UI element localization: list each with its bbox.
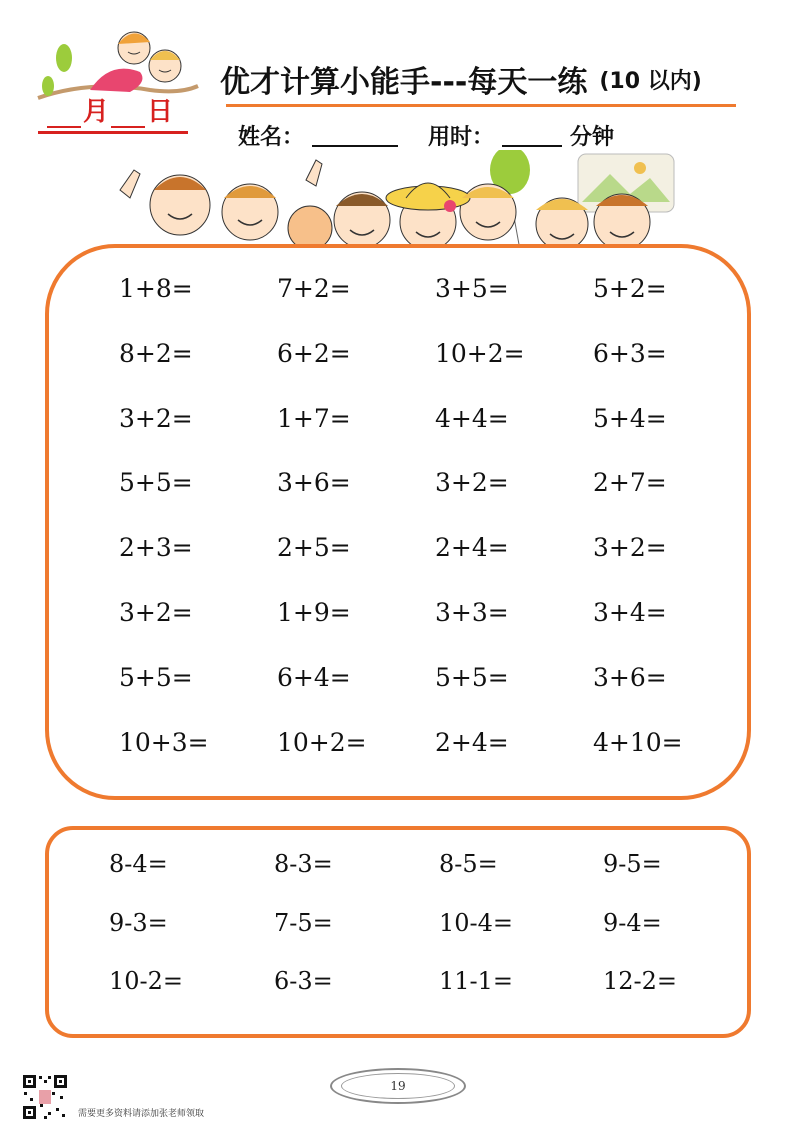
student-info-row <box>238 118 614 152</box>
addition-problem: 3+4= <box>593 598 667 627</box>
month-blank <box>47 102 81 128</box>
page-title <box>220 56 740 102</box>
subtraction-problem: 9-4= <box>603 908 662 937</box>
addition-problem: 1+7= <box>277 403 351 433</box>
addition-problem: 1+9= <box>277 598 351 627</box>
addition-problem: 5+5= <box>119 468 193 498</box>
time-unit: 分钟 <box>570 124 615 150</box>
addition-problem: 3+2= <box>435 468 509 498</box>
addition-problem: 5+2= <box>593 274 667 303</box>
subtraction-problem: 12-2= <box>603 967 678 995</box>
time-label: 用时： <box>428 124 495 150</box>
qr-code <box>22 1074 68 1120</box>
addition-problem: 7+2= <box>277 274 351 303</box>
addition-problem: 3+6= <box>277 468 351 498</box>
addition-problem: 2+4= <box>435 533 509 563</box>
day-label: 日 <box>147 97 174 127</box>
addition-problem: 10+2= <box>277 727 367 757</box>
date-underline <box>38 131 188 134</box>
addition-problem: 2+3= <box>119 533 193 563</box>
addition-problem: 4+4= <box>435 403 509 433</box>
subtraction-problem: 7-5= <box>274 908 333 937</box>
addition-problem: 5+4= <box>593 403 667 433</box>
addition-problem: 6+4= <box>277 662 351 692</box>
addition-problem: 6+3= <box>593 338 667 368</box>
page-number: 19 <box>341 1073 455 1099</box>
addition-problem: 3+6= <box>593 662 667 692</box>
subtraction-problem: 11-1= <box>439 967 514 995</box>
date-field <box>30 92 190 128</box>
addition-problem: 2+7= <box>593 468 667 498</box>
name-label: 姓名： <box>238 124 305 150</box>
subtraction-problem: 8-3= <box>274 850 333 878</box>
subtraction-problem: 10-4= <box>439 908 514 937</box>
addition-problem: 1+8= <box>119 274 193 303</box>
addition-problem: 5+5= <box>119 662 193 692</box>
addition-problem: 10+3= <box>119 727 209 757</box>
name-blank <box>312 123 398 147</box>
title-underline <box>226 104 736 107</box>
subtraction-problem: 10-2= <box>109 967 184 995</box>
addition-problem: 3+3= <box>435 598 509 627</box>
addition-problem: 3+2= <box>593 533 667 563</box>
subtraction-problem: 6-3= <box>274 967 333 995</box>
addition-problems-box <box>45 244 751 800</box>
subtraction-problem: 9-5= <box>603 850 662 878</box>
addition-problem: 5+5= <box>435 662 509 692</box>
subtraction-problem: 8-4= <box>109 850 168 878</box>
subtraction-problem: 9-3= <box>109 908 168 937</box>
time-blank <box>502 123 562 147</box>
addition-problem: 10+2= <box>435 338 525 368</box>
day-blank <box>111 102 145 128</box>
children-illustration <box>110 150 690 255</box>
addition-problem: 2+4= <box>435 727 509 757</box>
addition-problem: 3+5= <box>435 274 509 303</box>
addition-problem: 2+5= <box>277 533 351 563</box>
subtraction-problem: 8-5= <box>439 850 498 878</box>
month-label: 月 <box>82 97 109 127</box>
title-range: (10 以内) <box>599 68 702 94</box>
footer-note: 需要更多资料请添加张老师领取 <box>78 1109 205 1119</box>
title-text: 优才计算小能手---每天一练 <box>220 65 588 100</box>
addition-problem: 3+2= <box>119 598 193 627</box>
addition-problem: 3+2= <box>119 403 193 433</box>
addition-problem: 8+2= <box>119 338 193 368</box>
addition-problem: 4+10= <box>593 727 683 757</box>
addition-problem: 6+2= <box>277 338 351 368</box>
